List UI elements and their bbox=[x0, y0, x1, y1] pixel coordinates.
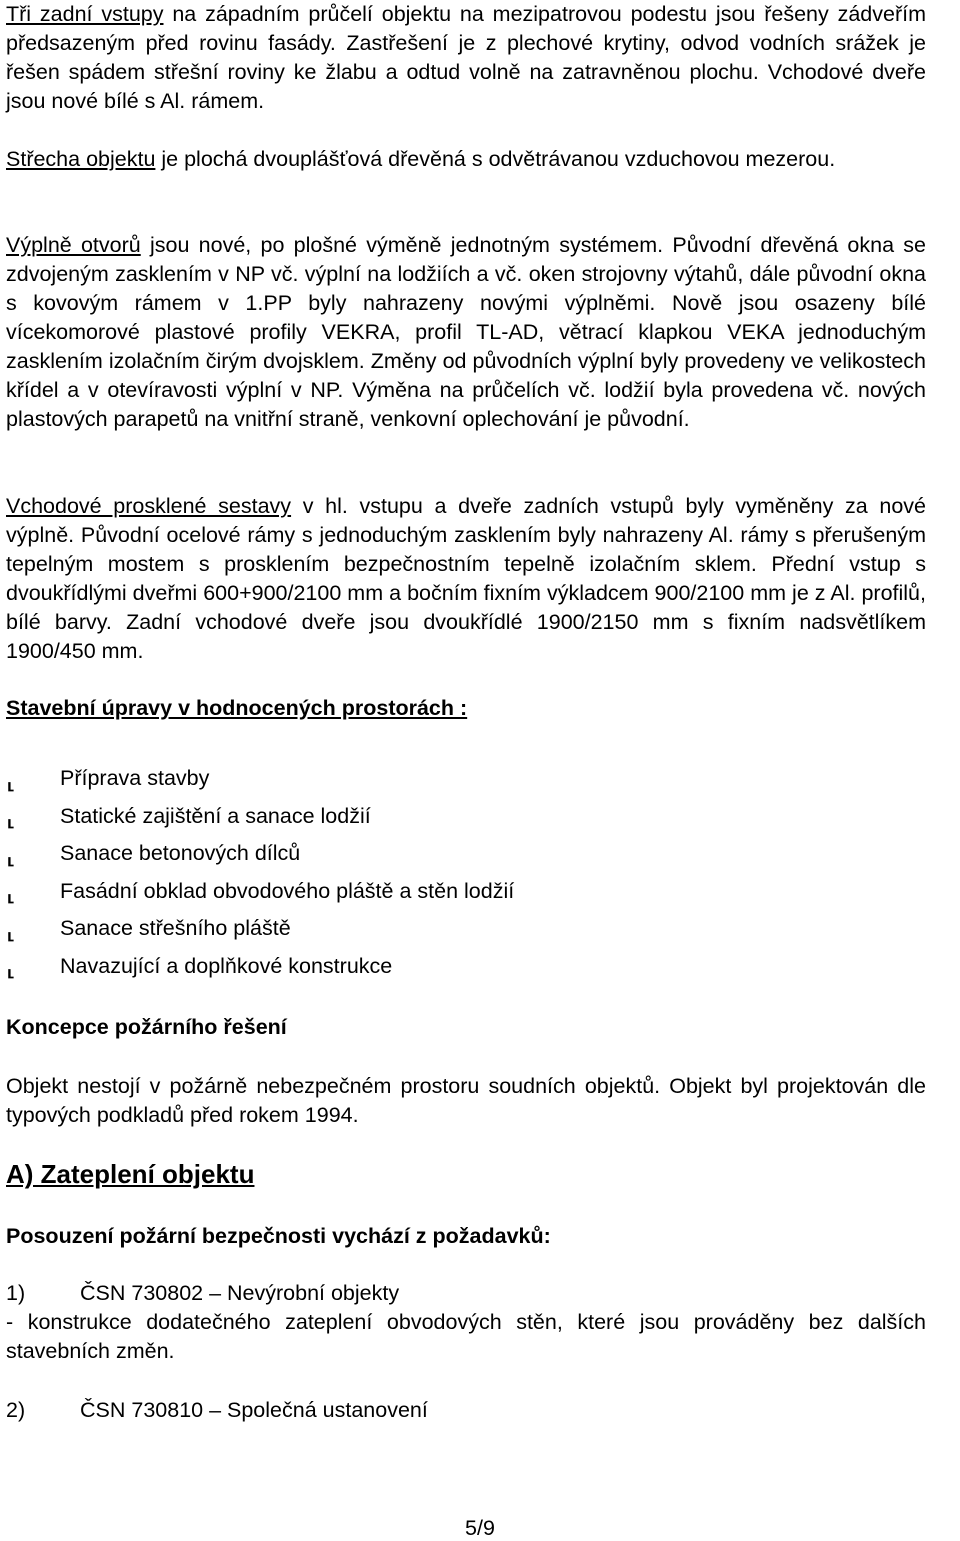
fire-heading: Koncepce požárního řešení bbox=[6, 1015, 287, 1039]
arrow-bullet-icon: ⸤ bbox=[6, 801, 17, 832]
requirement-1 bbox=[6, 1279, 399, 1308]
list-item: ⸤ Statické zajištění a sanace lodžií bbox=[6, 801, 371, 832]
intro-lead-link: Tři zadní vstupy bbox=[6, 2, 164, 26]
openings-paragraph bbox=[6, 231, 926, 434]
requirement-2 bbox=[6, 1396, 428, 1425]
entrance-paragraph bbox=[6, 492, 926, 666]
intro-paragraph bbox=[6, 0, 926, 116]
arrow-bullet-icon: ⸤ bbox=[6, 763, 17, 794]
roof-text: je plochá dvouplášťová dřevěná s odvětrávanou vzduchovou mezerou. bbox=[155, 147, 836, 171]
requirement-number: 1) bbox=[6, 1281, 26, 1305]
works-list bbox=[6, 760, 514, 985]
requirement-1-note: - konstrukce dodatečného zateplení obvodových stěn, které jsou prováděny bez dalších stavebních změn. bbox=[6, 1310, 926, 1363]
list-item: ⸤ Sanace střešního pláště bbox=[6, 913, 291, 944]
works-heading: Stavební úpravy v hodnocených prostorách : bbox=[6, 696, 468, 720]
requirement-number: 2) bbox=[6, 1398, 26, 1422]
entrance-lead-link: Vchodové prosklené sestavy bbox=[6, 494, 292, 518]
roof-paragraph bbox=[6, 145, 926, 174]
arrow-bullet-icon: ⸤ bbox=[6, 876, 17, 907]
entrance-text: v hl. vstupu a dveře zadních vstupů byly vyměněny za nové výplně. Původní ocelové rámy s jednoduchým zasklením byly nahrazeny Al. rámy s přerušeným tepelným mostem s prosklením bezpečnostním tepelně izolačním sklem. Přední vstup s dvoukřídlými dveřmi 600+900/2100 mm a bočním fixním výkladcem 900/2100 mm je z Al. profilů, bílé barvy. Zadní vchodové dveře jsou dvoukřídlé 1900/2150 mm s fixním nadsvětlíkem 1900/450 mm. bbox=[6, 494, 927, 663]
list-item: ⸤ Fasádní obklad obvodového pláště a stěn lodžií bbox=[6, 876, 515, 907]
assessment-heading: Posouzení požární bezpečnosti vychází z požadavků: bbox=[6, 1224, 551, 1248]
roof-lead-link: Střecha objektu bbox=[6, 147, 156, 171]
openings-lead-link: Výplně otvorů bbox=[6, 233, 141, 257]
intro-text: na západním průčelí objektu na mezipatrovou podestu jsou řešeny zádveřím předsazeným před rovinu fasády. Zastřešení je z plechové krytiny, odvod vodních srážek je řešen spádem střešní roviny ke žlabu a odtud volně na zatravněnou plochu. Vchodové dveře jsou nové bílé s Al. rámem. bbox=[6, 2, 927, 113]
section-a-heading: A) Zateplení objektu bbox=[6, 1159, 255, 1189]
page-number: 5/9 bbox=[465, 1516, 495, 1540]
requirement-title: ČSN 730810 – Společná ustanovení bbox=[80, 1398, 428, 1422]
openings-text: jsou nové, po plošné výměně jednotným systémem. Původní dřevěná okna se zdvojeným zasklením v NP vč. výplní na lodžiích a vč. oken strojovny výtahů, dále původní okna s kovovým rámem v 1.PP byly nahrazeny novými výplněmi. Nově jsou osazeny bílé vícekomorové plastové profily VEKRA, profil TL-AD, větrací klapkou VEKA jednoduchým zasklením izolačním čirým dvojsklem. Změny od původních výplní byly provedeny ve velikostech křídel a v otevíravosti výplní v NP. Výměna na průčelích vč. lodžií byla provedena vč. nových plastových parapetů na vnitřní straně, venkovní oplechování je původní. bbox=[6, 233, 926, 431]
arrow-bullet-icon: ⸤ bbox=[6, 913, 17, 944]
arrow-bullet-icon: ⸤ bbox=[6, 951, 17, 982]
list-item: ⸤ Navazující a doplňkové konstrukce bbox=[6, 951, 393, 982]
fire-paragraph: Objekt nestojí v požárně nebezpečném prostoru soudních objektů. Objekt byl projektován dle typových podkladů před rokem 1994. bbox=[6, 1074, 926, 1127]
list-item: ⸤ Sanace betonových dílců bbox=[6, 838, 301, 869]
requirement-title: ČSN 730802 – Nevýrobní objekty bbox=[80, 1281, 400, 1305]
arrow-bullet-icon: ⸤ bbox=[6, 838, 17, 869]
list-item: ⸤ Příprava stavby bbox=[6, 763, 210, 794]
